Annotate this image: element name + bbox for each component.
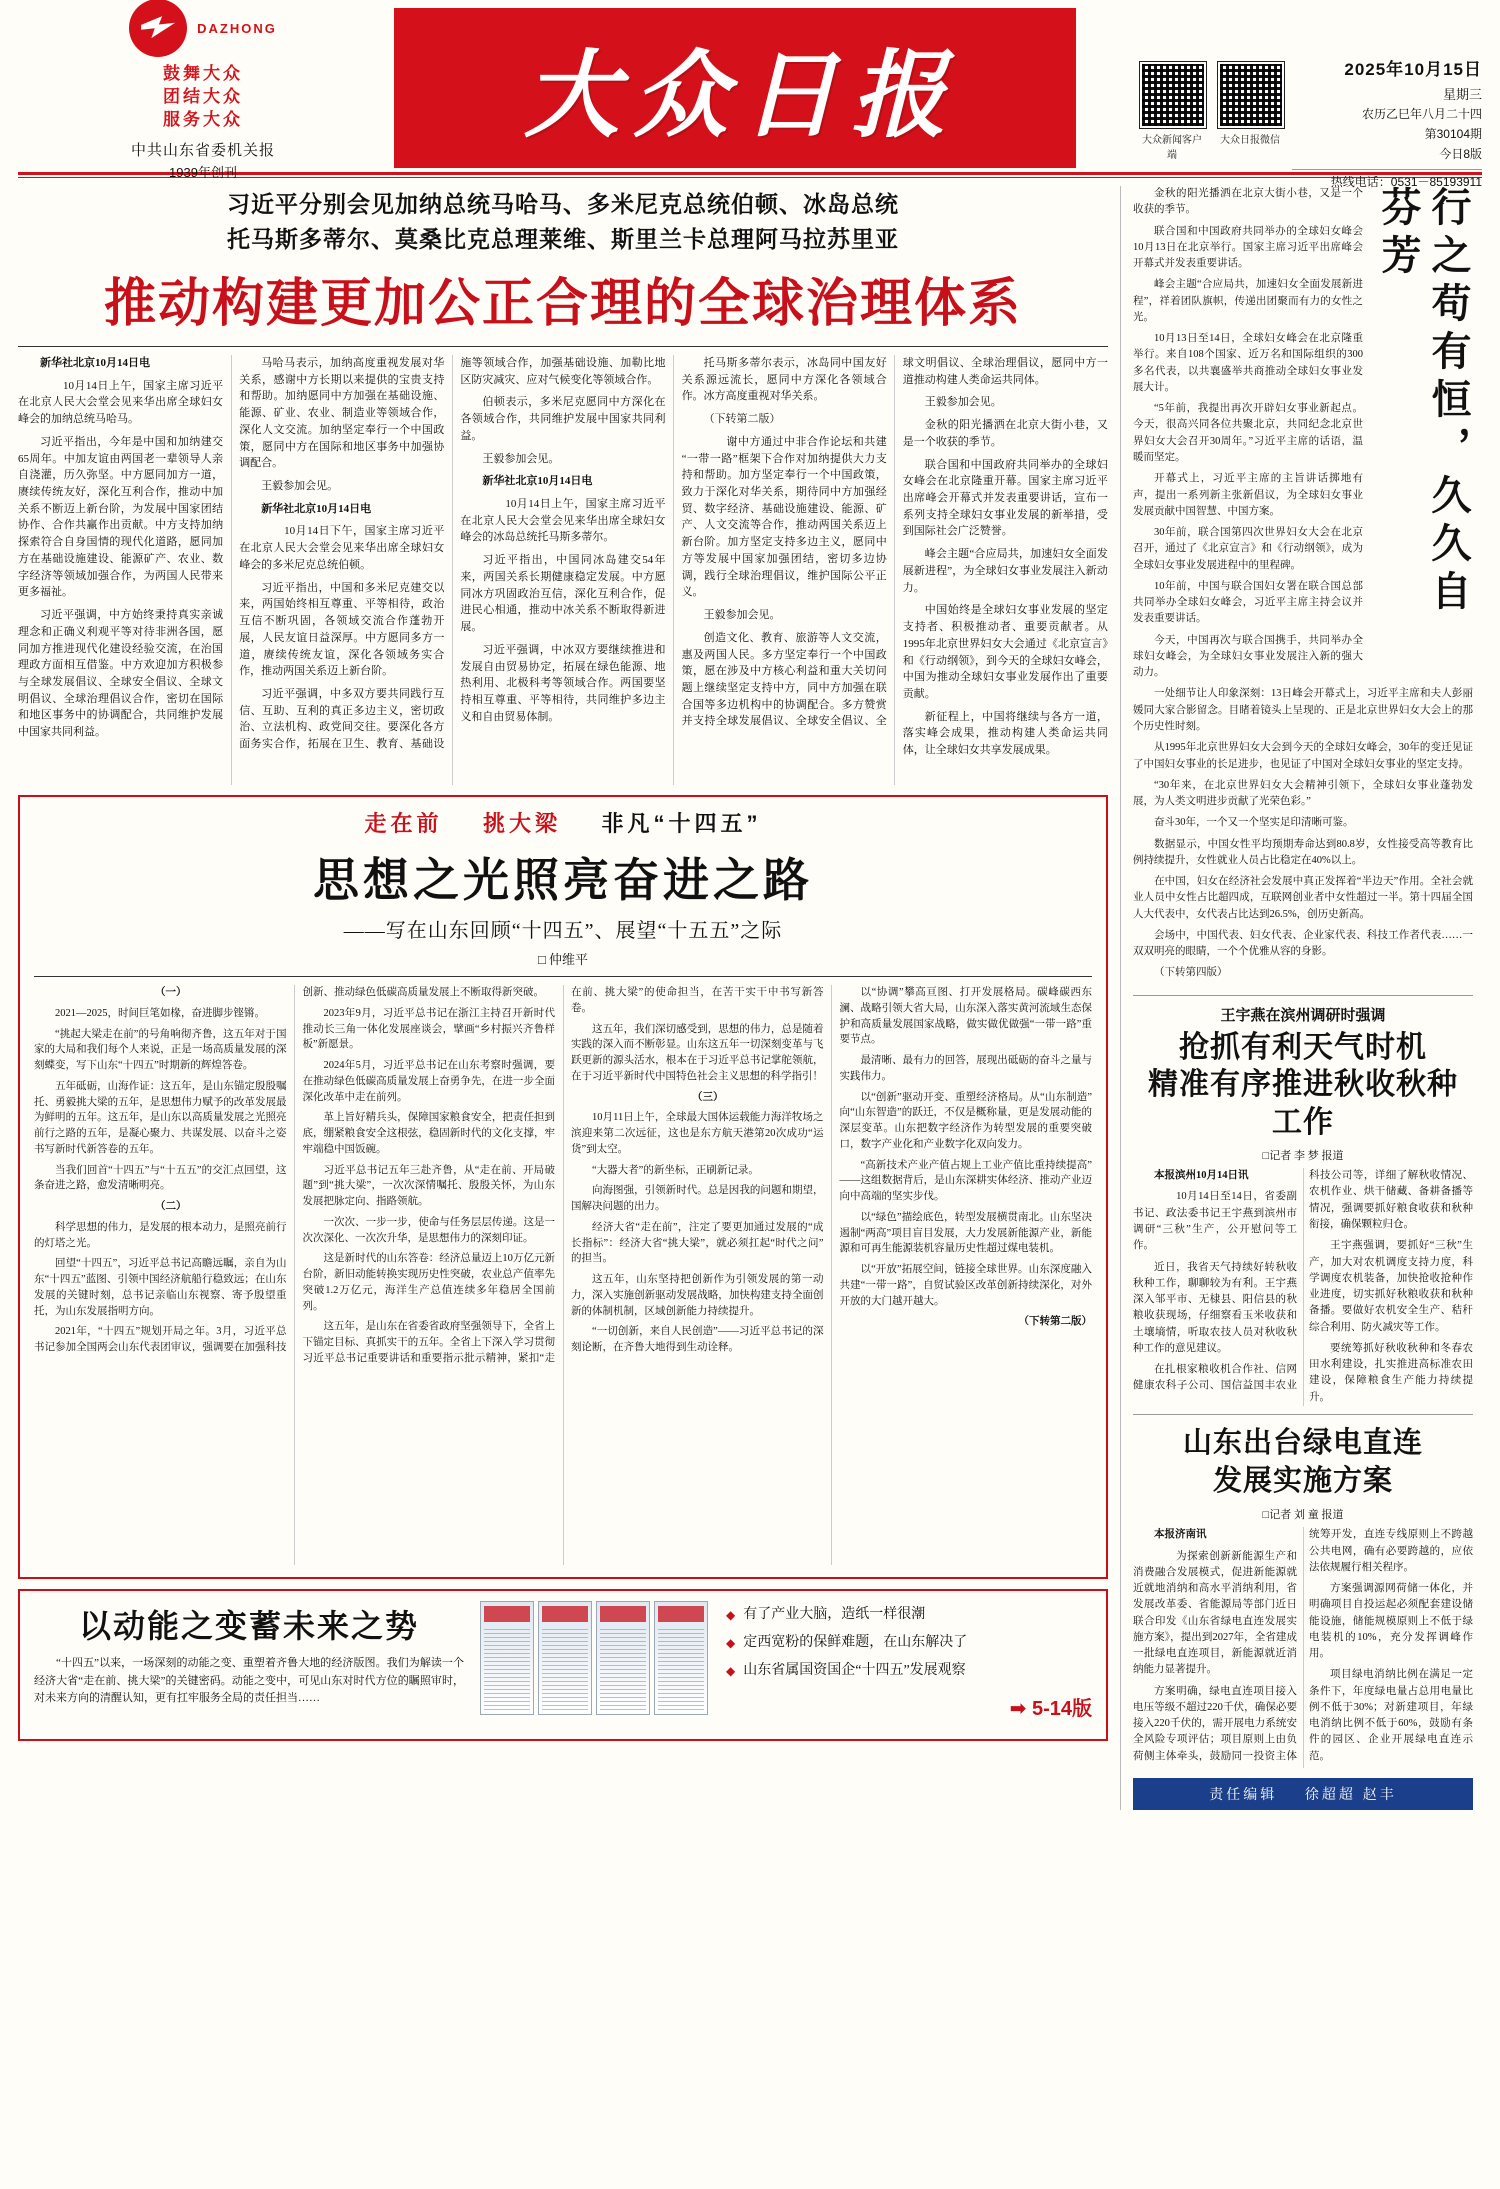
article-paragraph: 习近平指出，中国和多米尼克建交以来，两国始终相互尊重、平等相待，政治互信不断巩固，各领域交流合作蓬勃开展，人民友谊日益深厚。中方愿同多方一道，赓续传统友谊，深化各领域务实合作，推动两国关系迈上新台阶。 [239,581,445,678]
page-thumbnail [538,1601,592,1715]
masthead-slogan: 鼓舞大众 团结大众 服务大众 [163,64,243,129]
diamond-icon: ◆ [726,1636,736,1650]
article-paragraph: 习近平指出，今年是中国和加纳建交65周年。中加友谊由两国老一辈领导人亲自浇灌，历久弥坚。中方愿同加方一道，赓续传统友好，深化互利合作，推动中加关系不断迈上新台阶，为发展中国家团结协作、合作共赢作出贡献。中方支持加纳探索符合自身国情的现代化道路，愿同加方在基础设施建设、能源矿产、农业、数字经济等领域加强合作，为两国人民带来更多福祉。 [18,435,224,599]
feature-byline: □ 仲维平 [537,952,589,967]
article-paragraph: （下转第二版） [703,413,781,426]
feature-title: 思想之光照亮奋进之路 [313,854,813,906]
article-paragraph: 习近平强调，中多双方要共同践行互信、互助、互利的真正多边主义，密切政治、立法机构、政党间交往。要深化各方面务实合作，拓展在卫生、教育、基础设施等领域合作，加强基础设施、加勒比地区防灾减灾、应对气候变化等领域合作。 [239,357,666,751]
article-paragraph: 王毅参加会见。 [482,452,560,465]
article-paragraph: 10年前，中国与联合国妇女署在联合国总部共同举办全球妇女峰会，习近平主席主持会议并发表重要讲话。 [1133,580,1363,625]
arrow-icon: ➡ [1009,1698,1027,1720]
article-paragraph: 习近平强调，中冰双方要继续推进和发展自由贸易协定，拓展在绿色能源、地热利用、北极科考等领域合作。两国要坚持相互尊重、平等相待，共同维护多边主义和自由贸易体制。 [460,643,666,723]
page-thumbnail [480,1601,534,1715]
article-paragraph: 峰会主题“合应局共，加速妇女全面发展新进程”，祥着团队旗帜，传递出团聚而有力的女性之光。 [1133,279,1363,323]
feature-article [18,795,1108,1579]
masthead-dateblock [1292,56,1482,193]
article-paragraph: 伯顿表示，多米尼克愿同中方深化在各领域合作，共同维护发展中国家共同利益。 [460,396,666,442]
article-paragraph: 2021—2025，时间巨笔如椽，奋进脚步铿锵。 [55,1007,265,1019]
hotline: 热线电话：0531－85193911 [1292,169,1482,193]
promo-bullet-label: 山东省属国资国企“十四五”发展观察 [743,1663,966,1678]
story2-body [1133,1168,1473,1406]
article-paragraph: 联合国和中国政府共同举办的全球妇女峰会10月13日在北京举行。国家主席习近平出席峰会开幕式并发表重要讲话。 [1133,225,1363,270]
article-paragraph: 这五年，山东坚持把创新作为引领发展的第一动力，深入实施创新驱动发展战略，加快构建支持全面创新的体制机制，区域创新能力持续提升。 [571,1274,824,1317]
feature-kicker-2: 挑大梁 [482,811,561,836]
qr-caption: 大众新闻客户端 [1142,135,1202,161]
divider [1133,995,1473,996]
article-paragraph: 开幕式上，习近平主席的主旨讲话掷地有声，提出一系列新主张新倡议，为全球妇女事业发展贡献中国智慧、中国方案。 [1133,473,1363,517]
article-paragraph: 2023年9月，习近平总书记在浙江主持召开新时代推动长三角一体化发展座谈会，擘画“乡村振兴齐鲁样板”新愿景。 [302,1007,555,1051]
article-paragraph: 这是新时代的山东答卷：经济总量迈上10万亿元新台阶，新旧动能转换实现历史性突破，农业总产值率先突破1.2万亿元，海洋生产总值连续多年稳居全国前列。 [302,1253,555,1312]
article-paragraph: 以“绿色”描绘底色，转型发展横贯南北。山东坚决遏制“两高”项目盲目发展，大力发展新能源产业，新能源和可再生能源装机容量历史性超过煤电装机。 [839,1211,1092,1255]
article-paragraph: “挑起大梁走在前”的号角响彻齐鲁，这五年对于国家的大局和我们每个人来说，正是一场高质量发展的深刻蝶变，写下山东“十四五”时期新的辉煌答卷。 [34,1028,287,1071]
article-paragraph: 要统筹抓好秋收秋种和冬春农田水利建设，扎实推进高标准农田建设，保障粮食生产能力持续提升。 [1309,1342,1473,1403]
qr-item-app[interactable] [1140,62,1204,161]
story3-body [1133,1527,1473,1767]
article-paragraph: 一处细节让人印象深刻：13日峰会开幕式上，习近平主席和夫人彭丽媛同大家合影留念。目睹着镜头上呈现的、正是北京世界妇女大会上的那个历史性时刻。 [1133,688,1473,732]
article-dateline: 新华社北京10月14日电 [261,502,372,515]
article-paragraph: “5年前，我提出再次开辟妇女事业新起点。今天，很高兴同各位共聚北京，共同纪念北京世界妇女大会召开30周年。”习近平主席的话语，温暖而坚定。 [1133,403,1363,463]
promo-bullet-label: 定西宽粉的保鲜难题，在山东解决了 [743,1635,968,1650]
article-paragraph: 10月14日上午，国家主席习近平在北京人民大会堂会见来华出席全球妇女峰会的冰岛总统托马斯多蒂尔。 [460,498,666,544]
masthead [18,0,1482,189]
article-dateline: 本报滨州10月14日讯 [1154,1170,1249,1182]
qr-code-group [1140,56,1282,161]
article-paragraph: 10月14日上午，国家主席习近平在北京人民大会堂会见来华出席全球妇女峰会的加纳总统马哈马。 [18,379,224,426]
article-paragraph: 为探索创新新能源生产和消费融合发展模式，促进新能源就近就地消纳和高水平消纳利用，省发展改革委、省能源局等部门近日联合印发《山东省绿电直连发展实施方案》，提出到2027年，全省建成一批绿电直连项目，新能源就近消纳能力显著提升。 [1133,1550,1297,1676]
article-paragraph: 习近平总书记五年三赴齐鲁，从“走在前、开局破题”到“挑大梁”，一次次深情嘱托、殷殷关怀，为山东发展把脉定向、指路领航。 [302,1164,555,1207]
article-paragraph: 方案强调源网荷储一体化，并明确项目自投运起必须配套建设储能设施，储能规模原则上不低于绿电装机的10%，充分发挥调峰作用。 [1309,1583,1473,1660]
article-paragraph: 马哈马表示，加纳高度重视发展对华关系，感谢中方长期以来提供的宝贵支持和帮助。加纳愿同中方加强在基础设施、能源、矿业、农业、制造业等领域合作，深化人文交流。加纳坚定奉行一个中国政策，愿同中方在国际和地区事务中加强协调配合。 [239,357,445,470]
article-paragraph: 金秋的阳光播洒在北京大街小巷，又是一个收获的季节。 [902,419,1108,448]
qr-code-icon[interactable] [1140,62,1206,128]
story-wangyuyan [1133,1004,1473,1406]
promo-bullets [726,1601,1092,1729]
article-paragraph: 2021年，“十四五”规划开局之年。3月，习近平总书记参加全国两会山东代表团审议，强调要在加强科技创新、推动绿色低碳高质量发展上不断取得新突破。 [34,987,544,1353]
article-paragraph: 10月14日至14日，省委副书记、政法委书记王宇燕到滨州市调研“三秋”生产，公开慰问等工作。 [1133,1191,1297,1252]
article-paragraph: 金秋的阳光播洒在北京大街小巷，又是一个收获的季节。 [1133,188,1363,216]
article-paragraph: 王毅参加会见。 [703,609,781,622]
article-paragraph: 革上旨好精兵头，保障国家粮食安全，把责任担到底，绷紧粮食安全这根弦，稳固新时代的文化支撑，牢牢端稳中国饭碗。 [302,1112,555,1155]
story2-headline: 抢抓有利天气时机 精准有序推进秋收秋种工作 [1148,1030,1458,1139]
promo-bullet-label: 有了产业大脑，造纸一样很潮 [743,1607,926,1622]
article-paragraph: 近日，我省天气持续好转秋收秋种工作，聊聊较为有利。王宇燕深入邹平市、无棣县、阳信县的秋粮收获现场，仔细察看玉米收获和土壤墒情，听取农技人员对秋收秋种工作的意见建议。 [1133,1261,1297,1354]
story3-headline: 山东出台绿电直连 发展实施方案 [1182,1426,1423,1497]
qr-caption: 大众日报微信 [1220,135,1280,146]
article-paragraph: 10月14日下午，国家主席习近平在北京人民大会堂会见来华出席全球妇女峰会的多米尼克总统伯顿。 [239,525,445,571]
promo-title: 以动能之变蓄未来之势 [78,1608,419,1644]
right-column [1120,186,1473,1810]
article-paragraph: 在扎根家粮收机合作社、信网健康农科子公司、国信益国丰农业科技公司等，详细了解秋收情况、农机作业、烘干储藏、备耕备播等情况，强调要抓好粮食收获和秋种衔接，确保颗粒归仓。 [1133,1170,1473,1392]
promo-bullet[interactable] [726,1629,1092,1657]
article-paragraph: “30年来，在北京世界妇女大会精神引领下，全球妇女事业蓬勃发展，为人类文明进步贡献了光荣色彩。” [1133,779,1473,808]
feature-kicker-1: 走在前 [364,811,443,836]
weekday: 星期三 [1442,87,1482,103]
article-paragraph: 最清晰、最有力的回答，展现出砥砺的奋斗之量与实践伟力。 [839,1055,1092,1082]
article-paragraph: “高新技术产业产值占规上工业产值比重持续提高”——这组数据背后，是山东深耕实体经济、推动产业迈向中高端的坚实步伐。 [839,1159,1092,1202]
feature-article-columns [34,985,1092,1565]
article-paragraph: 一次次、一步一步，使命与任务层层传递。这是一次次深化、一次次升华，是思想伟力的深刻印证。 [302,1216,555,1244]
story2-byline: □记者 李 梦 报道 [1262,1150,1344,1163]
article-paragraph: 会场中，中国代表、妇女代表、企业家代表、科技工作者代表……一双双明亮的眼睛，一个个优雅从容的身影。 [1133,929,1473,958]
newspaper-title: 大众日报 [523,43,960,149]
article-paragraph: 王宇燕强调，要抓好“三秋”生产，加大对农机调度支持力度，科学调度农机装备，加快抢收抢种作业进度，切实抓好秋粮收获和秋种备播。要做好农机安全生产、秸秆综合利用、防火减灾等工作。 [1309,1240,1473,1333]
section-number: （一） [155,987,187,998]
article-paragraph: 新征程上，中国将继续与各方一道，落实峰会成果，推动构建人类命运共同体，让全球妇女共享发展成果。 [902,710,1108,757]
commentary-block [1133,186,1473,987]
article-paragraph: 以“开放”拓展空间，链接全球世界。山东深度融入共建“一带一路”，自贸试验区改革创新持续深化，对外开放的大门越开越大。 [839,1264,1092,1307]
article-paragraph: 五年砥砺，山海作证：这五年，是山东锚定殷殷嘱托、勇毅挑大梁的五年，是思想伟力赋予的改革发展最为鲜明的五年。这五年，是山东以高质量发展之光照亮前行之路的五年，是凝心聚力、共谋发展、以奋斗之姿书写新时代新答卷的五年。 [34,1080,287,1155]
article-paragraph: 2024年5月，习近平总书记在山东考察时强调，要在推动绿色低碳高质量发展上奋勇争先，在进一步全面深化改革中走在前列。 [302,1060,555,1103]
publication-date: 2025年10月15日 [1344,60,1482,79]
lunar-date: 农历乙巳年八月二十四 [1361,107,1482,122]
commentary-vertical-title: 行之苟有恒，久久自芬芳 [1376,186,1470,618]
article-paragraph: 以“协调”攀高亘图、打开发展格局。碳峰碳西东澜、战略引领大省大局，山东深入落实黄河流域生态保护和高质量发展国家战略，做实做优做强“一带一路”重要节点。 [839,987,1092,1046]
masthead-banner [394,8,1076,168]
article-paragraph: 创造文化、教育、旅游等人文交流，惠及两国人民。多方坚定奉行一个中国政策，愿在涉及中方核心利益和重大关切问题上继续坚定支持中方，同中方加强在联合国等多边机构中的协调配合。多方赞赏并支持全球发展倡议、全球安全倡议、全球文明倡议、全球治理倡议，愿同中方一道推动构建人类命运共同体。 [681,357,1108,728]
lead-article-columns [18,355,1108,785]
continuation-note: （下转第二版） [1018,1316,1092,1328]
dazhong-logo-icon [129,0,187,57]
promo-page-label: 5-14版 [1031,1698,1092,1720]
article-paragraph: 习近平指出，中国同冰岛建交54年来，两国关系长期健康稳定发展。中方愿同冰方巩固政治互信，深化互利合作，促进民心相通，推动中冰关系不断取得新进展。 [460,554,666,634]
masthead-right [1082,8,1482,189]
article-paragraph: 向海图强，引领新时代。总是因我的问题和期望，国解决问题的出力。 [571,1185,824,1212]
article-paragraph: 回望“十四五”，习近平总书记高瞻远瞩，亲自为山东“十四五”蓝图、引领中国经济航船行稳致远；在山东发展的关键时刻，总书记亲临山东视察、寄予殷望重托，为山东发展指明方向。 [34,1258,287,1317]
article-paragraph: 经济大省“走在前”，注定了要更加通过发展的“成长指标”：经济大省“挑大梁”，就必须扛起“时代之问”的担当。 [571,1221,824,1265]
feature-kicker-3: 非凡“十四五” [601,811,762,836]
article-paragraph: 习近平强调，中方始终秉持真实亲诚理念和正确义利观平等对待非洲各国，愿同加方推进现代化建设经验交流，在治国理政方面相互借鉴。中方欢迎加方积极参与全球发展倡议、全球安全倡议、全球文明倡议、全球治理倡议合作，密切在国际和地区事务中的协调配合，共同维护发展中国家共同利益。 [18,609,224,739]
lead-kicker-line1: 习近平分别会见加纳总统马哈马、多米尼克总统伯顿、冰岛总统 [227,192,899,217]
lead-kicker [18,188,1108,257]
story2-kicker: 王宇燕在滨州调研时强调 [1220,1007,1386,1024]
article-paragraph: 从1995年北京世界妇女大会到今天的全球妇女峰会，30年的变迁见证了中国妇女事业的长足进步，也见证了中国对全球妇女事业的坚定支持。 [1133,742,1473,770]
article-paragraph: 10月11日上午，全球最大国体运载能力海洋牧场之滨迎来第二次远征，这也是东方航天港第20次成功“运货”到太空。 [571,1112,824,1155]
promo-body: “十四五”以来，一场深刻的动能之变、重塑着齐鲁大地的经济版图。我们为解读一个经济大省“走在前、挑大梁”的关键密码。动能之变中，可见山东对时代方位的瞩照审时，对未来方向的清醒认知，更有扛牢服务全局的责任担当…… [34,1657,464,1705]
article-paragraph: 在中国，妇女在经济社会发展中真正发挥着“半边天”作用。全社会就业人员中女性占比超四成，互联网创业者中女性超过一半。第十四届全国人大代表中，女代表占比达到26.5%，创历史新高。 [1133,876,1473,920]
promo-box[interactable] [18,1589,1108,1741]
diamond-icon: ◆ [726,1608,736,1622]
promo-thumbnails [480,1601,710,1715]
divider [1133,1414,1473,1415]
article-paragraph: 30年前，联合国第四次世界妇女大会在北京召开，通过了《北京宣言》和《行动纲领》，成为全球妇女事业发展进程中的里程碑。 [1133,527,1363,571]
article-dateline: 新华社北京10月14日电 [40,357,150,369]
article-paragraph: 项目绿电消纳比例在满足一定条件下，年度绿电量占总用电量比例不低于30%；对新建项目，年绿电消纳比例不低于60%，鼓励有条件的园区、企业开展绿电直连示范。 [1309,1669,1473,1762]
article-paragraph: 当我们回首“十四五”与“十五五”的交汇点回望，这条奋进之路，愈发清晰明亮。 [34,1164,287,1192]
feature-kicker [34,807,1092,838]
editor-names: 徐超超 赵丰 [1304,1785,1397,1802]
qr-code-icon[interactable] [1218,62,1284,128]
article-paragraph: “大器大者”的新坐标，正刷新记录。 [592,1164,759,1176]
article-paragraph: 数据显示，中国女性平均预期寿命达到80.8岁，女性接受高等教育比例持续提升，女性就业人员占比稳定在40%以上。 [1133,838,1473,866]
article-paragraph: 王毅参加会见。 [924,396,1002,409]
article-paragraph: 今天，中国再次与联合国携手，共同举办全球妇女峰会，为全球妇女事业发展注入新的强大动力。 [1133,634,1363,679]
article-paragraph: 谢中方通过中非合作论坛和共建“一带一路”框架下合作对加纳提供大力支持和帮助。加方坚定奉行一个中国政策，致力于深化对华关系，期待同中方加强经贸、数字经济、基础设施建设、能源、矿产、人文交流等合作，推动两国关系迈上新台阶。加方坚定支持多边主义，愿同中方等发展中国家加强团结，密切多边协调，践行全球治理倡议，维护国际公平正义。 [681,435,887,599]
promo-bullet[interactable] [726,1657,1092,1685]
article-dateline: 本报济南讯 [1154,1529,1207,1541]
page-thumbnail [654,1601,708,1715]
promo-left [34,1601,464,1708]
body-grid [18,186,1482,1810]
issue-number: 第30104期 [1424,127,1482,142]
article-paragraph: 托马斯多蒂尔表示，冰岛同中国友好关系源远流长，愿同中方深化各领域合作。冰方高度重视对华关系。 [681,357,887,403]
masthead-organization: 中共山东省委机关报 [130,141,275,159]
lead-headline: 推动构建更加公正合理的全球治理体系 [103,275,1022,333]
section-number: （三） [692,1091,724,1103]
page-count: 今日8版 [1439,147,1482,162]
lead-kicker-line2: 托马斯多蒂尔、莫桑比克总理莱维、斯里兰卡总理阿马拉苏里亚 [227,226,899,252]
editor-footer [1133,1778,1473,1810]
article-paragraph: 这五年，是山东在省委省政府坚强领导下，全省上下锚定目标、真抓实干的五年。全省上下深入学习贯彻习近平总书记重要讲话和重要指示批示精神，紧扣“走在前、挑大梁”的使命担当，在苦干实干中书写新答卷。 [302,987,824,1364]
masthead-rule-thin [18,177,1482,178]
logo-romanization: DAZHONG [197,20,277,36]
promo-page-range [726,1689,1092,1729]
article-paragraph: 方案明确，绿电直连项目接入电压等级不超过220千伏，确保必要接入220千伏的，需开展电力系统安全风险专项评估；项目原则上由负荷侧主体牵头，鼓励同一投资主体统筹开发，直连专线原则上不跨越公共电网，确有必要跨越的，应依法依规履行相关程序。 [1133,1529,1473,1762]
masthead-founded: 1939年创刊 [169,164,237,180]
article-dateline: 新华社北京10月14日电 [482,475,593,488]
article-paragraph: （下转第四版） [1154,967,1228,979]
article-paragraph: 科学思想的伟力，是发展的根本动力，是照亮前行的灯塔之光。 [34,1221,287,1249]
article-paragraph: 奋斗30年，一个又一个坚实足印清晰可鉴。 [1154,817,1354,829]
article-paragraph: 峰会主题“合应局共，加速妇女全面发展新进程”，为全球妇女事业发展注入新动力。 [902,548,1108,594]
editor-label: 责任编辑 [1209,1785,1278,1802]
page-thumbnail [596,1601,650,1715]
feature-subtitle: ——写在山东回顾“十四五”、展望“十五五”之际 [343,920,783,942]
masthead-left [18,8,388,180]
article-paragraph: 10月13日至14日，全球妇女峰会在北京隆重举行。来自108个国家、近万名和国际组织的300多名代表，以共襄盛举共商推动全球妇女事业发展大计。 [1133,333,1363,393]
logo-row [129,0,277,57]
divider [34,976,1092,977]
story3-byline: □记者 刘 童 报道 [1262,1509,1344,1522]
article-paragraph: “一切创新，来自人民创造”——习近平总书记的深刻论断，在齐鲁大地得到生动诠释。 [571,1326,824,1353]
section-number: （二） [155,1201,187,1212]
article-paragraph: 以“创新”驱动开变、重塑经济格局。从“山东制造”向“山东智造”的跃迁，不仅是概称量，更是发展动能的深层变革。山东把数字经济作为转型发展的重要突破口，数字产业化和产业数字化双向发力。 [839,1091,1092,1150]
diamond-icon: ◆ [726,1664,736,1678]
article-paragraph: 王毅参加会见。 [261,480,339,493]
main-column [18,186,1108,1810]
masthead-rule [18,172,1482,175]
article-paragraph: 中国始终是全球妇女事业发展的坚定支持者、积极推动者、重要贡献者。从1995年北京世界妇女大会通过《北京宣言》和《行动纲领》，到今天的全球妇女峰会，中国为推动全球妇女事业发展作出了重要贡献。 [902,604,1108,700]
article-paragraph: 这五年，我们深切感受到，思想的伟力，总是随着实践的深入而不断彰显。山东这五年一切深刻变革与飞跃更新的源头活水，根本在于习近平总书记掌舵领航，在于习近平新时代中国特色社会主义思想的科学指引！ [571,1023,824,1082]
qr-item-wechat[interactable] [1218,62,1282,161]
article-paragraph: 联合国和中国政府共同举办的全球妇女峰会在北京隆重开幕。国家主席习近平出席峰会开幕式并发表重要讲话，宣布一系列支持全球妇女事业发展的新举措，受到国际社会广泛赞誉。 [902,458,1108,538]
story-greenpower [1133,1425,1473,1768]
divider [18,346,1108,347]
promo-bullet[interactable] [726,1601,1092,1629]
